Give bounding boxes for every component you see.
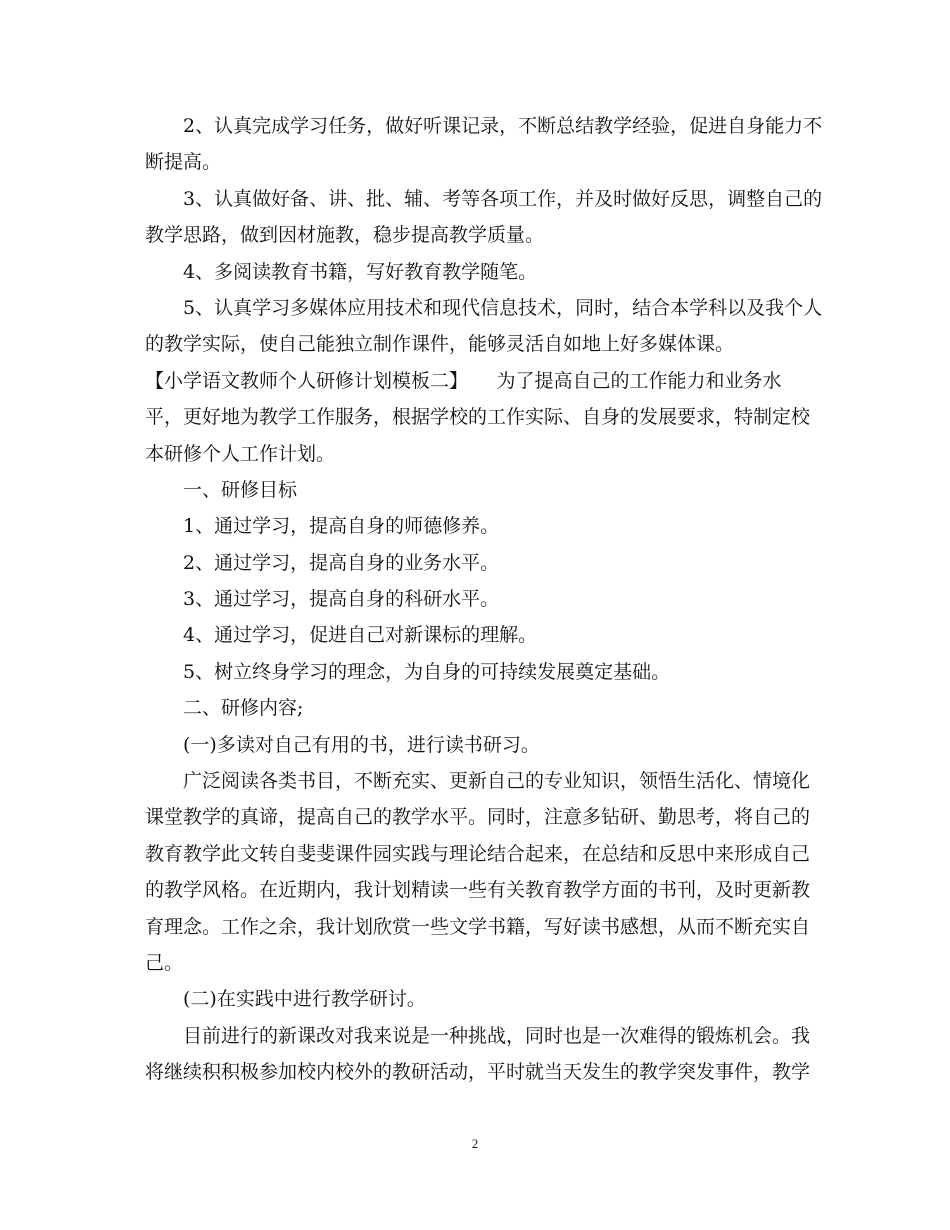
subheading-line: (一)多读对自己有用的书，进行读书研习。 bbox=[145, 733, 540, 756]
text-line: 目前进行的新课改对我来说是一种挑战，同时也是一次难得的锻炼机会。我 bbox=[145, 1024, 811, 1047]
text-line: 4、多阅读教育书籍，写好教育教学随笔。 bbox=[145, 260, 538, 283]
text-line: 己。 bbox=[145, 951, 184, 974]
list-item: 2、通过学习，提高自身的业务水平。 bbox=[145, 551, 500, 574]
text-line: 平，更好地为教学工作服务，根据学校的工作实际、自身的发展要求，特制定校 bbox=[145, 406, 811, 429]
text-line: 课堂教学的真谛，提高自己的教学水平。同时，注意多钻研、勤思考，将自己的 bbox=[145, 806, 811, 829]
text-line: 的教学风格。在近期内，我计划精读一些有关教育教学方面的书刊，及时更新教 bbox=[145, 879, 811, 902]
body-text bbox=[145, 108, 823, 1091]
list-item: 4、通过学习，促进自己对新课标的理解。 bbox=[145, 624, 538, 647]
list-item: 1、通过学习，提高自身的师德修养。 bbox=[145, 515, 500, 538]
subheading-line: 一、研修目标 bbox=[145, 478, 298, 501]
page-number: 2 bbox=[471, 1136, 479, 1151]
subheading-line: (二)在实践中进行教学研讨。 bbox=[145, 988, 426, 1011]
text-line: 将继续积积极参加校内校外的教研活动，平时就当天发生的教学突发事件，教学 bbox=[145, 1061, 811, 1084]
text-line: 的教学实际，使自己能独立制作课件，能够灵活自如地上好多媒体课。 bbox=[145, 333, 735, 356]
list-item: 3、通过学习，提高自身的科研水平。 bbox=[145, 588, 500, 611]
text-line: 3、认真做好备、讲、批、辅、考等各项工作，并及时做好反思，调整自己的 bbox=[145, 187, 823, 210]
text-line: 教学思路，做到因材施教，稳步提高教学质量。 bbox=[145, 224, 545, 247]
text-line: 2、认真完成学习任务，做好听课记录，不断总结教学经验，促进自身能力不 bbox=[145, 115, 823, 137]
text-line: 本研修个人工作计划。 bbox=[145, 442, 336, 465]
list-item: 5、树立终身学习的理念，为自身的可持续发展奠定基础。 bbox=[145, 660, 671, 683]
text-line: 广泛阅读各类书目，不断充实、更新自己的专业知识，领悟生活化、情境化 bbox=[145, 770, 811, 793]
subheading-line: 二、研修内容; bbox=[145, 697, 304, 720]
text-line: 育理念。工作之余，我计划欣赏一些文学书籍，写好读书感想，从而不断充实自 bbox=[145, 915, 811, 938]
text-line: 断提高。 bbox=[145, 151, 222, 174]
text-line: 5、认真学习多媒体应用技术和现代信息技术，同时，结合本学科以及我个人 bbox=[145, 296, 823, 319]
section-heading-line: 【小学语文教师个人研修计划模板二】 为了提高自己的工作能力和业务水 bbox=[145, 369, 782, 392]
text-line: 教育教学此文转自斐斐课件园实践与理论结合起来，在总结和反思中来形成自己 bbox=[145, 842, 811, 865]
